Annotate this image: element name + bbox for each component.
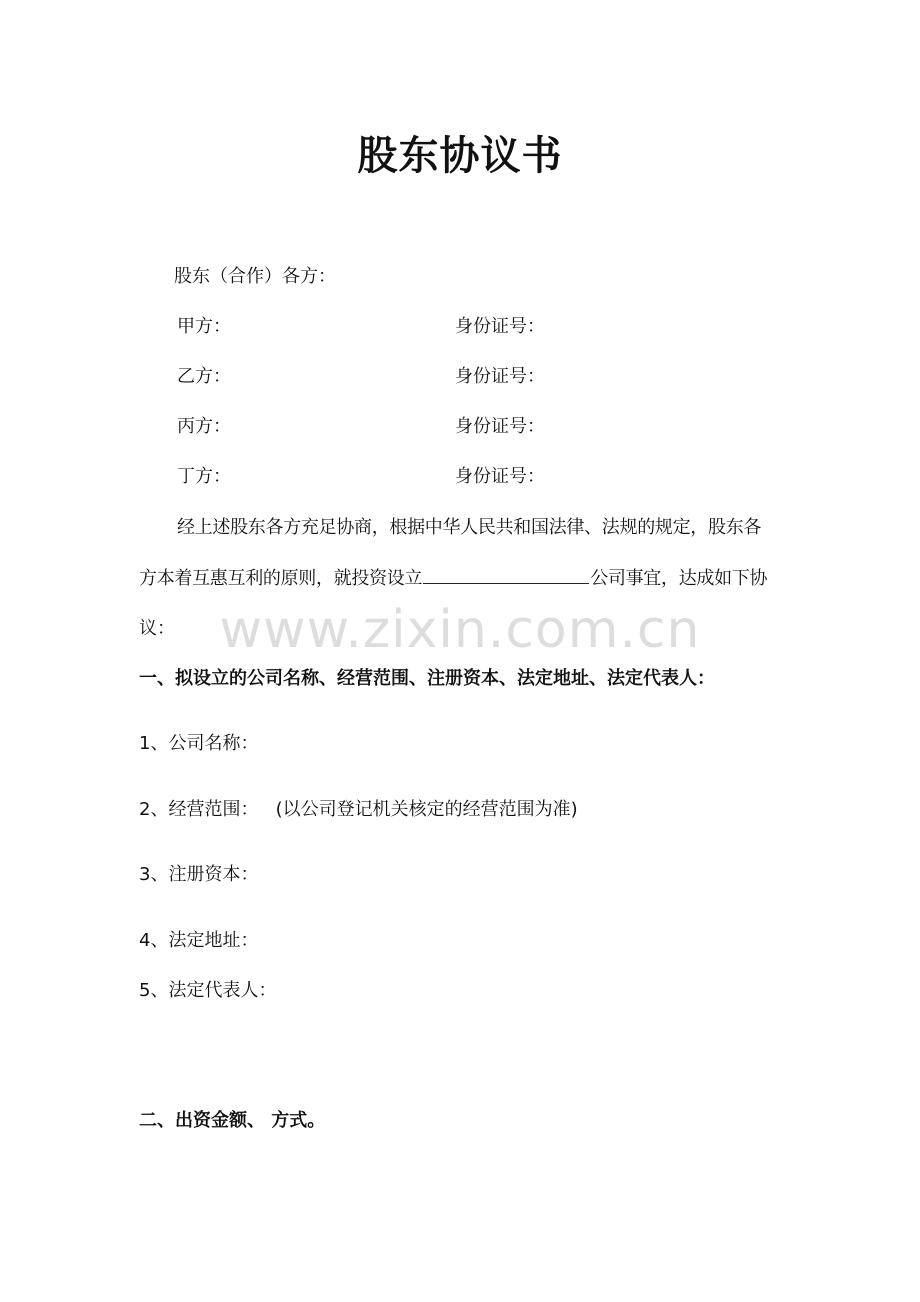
intro-line-2: [139, 565, 767, 592]
document-title: 股东协议书: [357, 133, 563, 179]
watermark: www.zixin.com.cn: [219, 600, 701, 660]
party-b-id-label: 身份证号：: [455, 366, 545, 387]
section-1-item-4: 4、法定地址：: [139, 930, 259, 951]
section-2-heading: 二、出资金额、 方式。: [139, 1110, 326, 1131]
party-b-label: 乙方：: [177, 366, 231, 387]
section-1-item-5: 5、法定代表人：: [139, 980, 277, 1001]
intro-line-2-before: 方本着互惠互利的原则，就投资设立: [139, 568, 423, 589]
parties-heading: 股东（合作）各方：: [174, 266, 336, 287]
section-1-item-3: 3、注册资本：: [139, 864, 259, 885]
section-1-item-2: 2、经营范围： (以公司登记机关核定的经营范围为准): [139, 799, 578, 820]
party-c-label: 丙方：: [177, 416, 231, 437]
party-d-id-label: 身份证号：: [455, 466, 545, 487]
party-c-id-label: 身份证号：: [455, 416, 545, 437]
intro-line-2-after: 公司事宜，达成如下协: [590, 568, 768, 589]
intro-line-3: 议：: [139, 618, 175, 639]
party-d-label: 丁方：: [177, 466, 231, 487]
party-a-label: 甲方：: [177, 316, 231, 337]
intro-line-1: 经上述股东各方充足协商，根据中华人民共和国法律、法规的规定，股东各: [177, 517, 762, 538]
section-1-heading: 一、拟设立的公司名称、经营范围、注册资本、法定地址、法定代表人：: [139, 668, 715, 689]
company-name-blank: [423, 565, 589, 584]
section-1-item-1: 1、公司名称：: [139, 733, 259, 754]
party-a-id-label: 身份证号：: [455, 316, 545, 337]
